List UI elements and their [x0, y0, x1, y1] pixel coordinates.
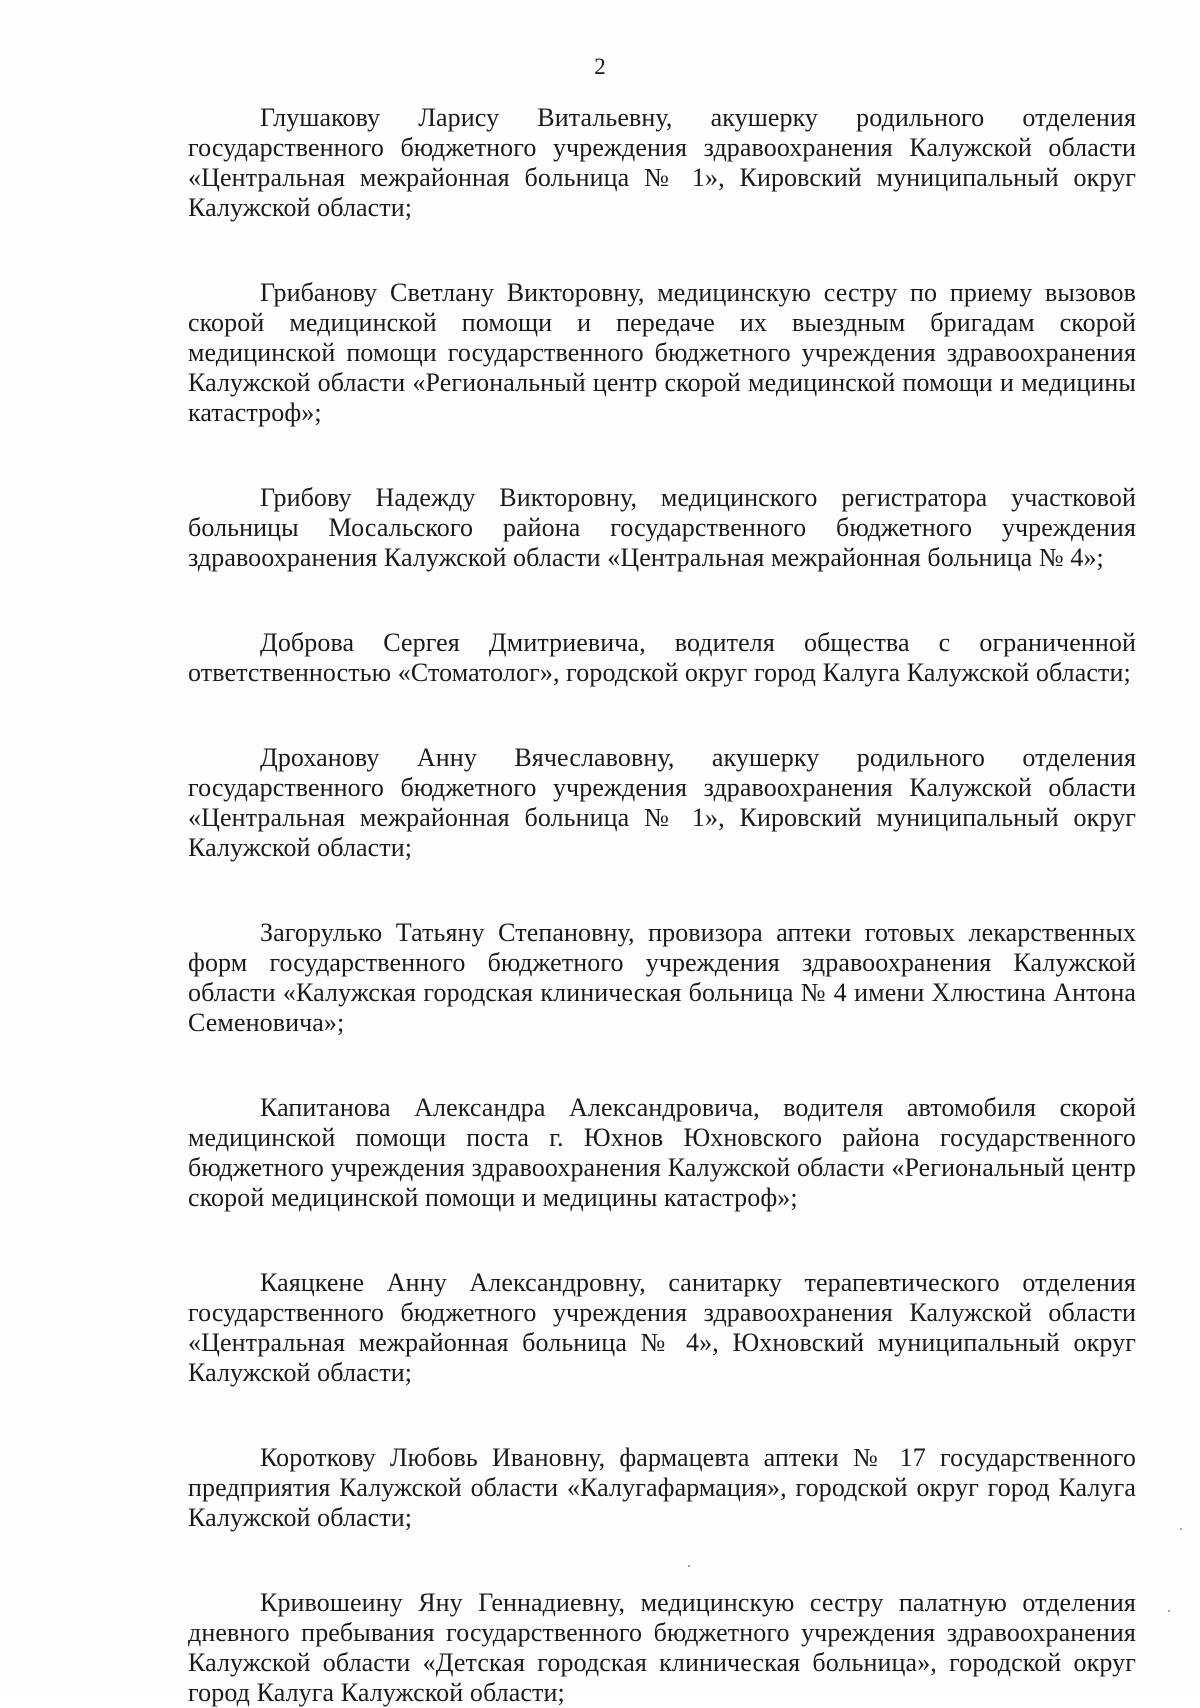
list-item: Дроханову Анну Вячеславовну, акушерку родильного отделения государственного бюджетного учреждения здравоохранения Калужской области «Центральная межрайонная больница № 1», Кировский муниципальный округ Калужской области;	[188, 743, 1136, 862]
page-number: 2	[594, 54, 606, 79]
award-list	[188, 103, 1136, 1708]
list-item: Короткову Любовь Ивановну, фармацевта аптеки № 17 государственного предприятия Калужской области «Калугафармация», городской округ город Калуга Калужской области;	[188, 1443, 1136, 1532]
list-item: Капитанова Александра Александровича, водителя автомобиля скорой медицинской помощи поста г. Юхнов Юхновского района государственного бюджетного учреждения здравоохранения Калужской области «Региональный центр скорой медицинской помощи и медицины катастроф»;	[188, 1093, 1136, 1212]
list-item: Доброва Сергея Дмитриевича, водителя общества с ограниченной ответственностью «Стоматолог», городской округ город Калуга Калужской области;	[188, 628, 1136, 687]
list-item: Загорулько Татьяну Степановну, провизора аптеки готовых лекарственных форм государственного бюджетного учреждения здравоохранения Калужской области «Калужская городская клиническая больница № 4 имени Хлюстина Антона Семеновича»;	[188, 918, 1136, 1037]
scan-speck	[1168, 1610, 1170, 1612]
list-item: Каяцкене Анну Александровну, санитарку терапевтического отделения государственного бюджетного учреждения здравоохранения Калужской области «Центральная межрайонная больница № 4», Юхновский муниципальный округ Калужской области;	[188, 1268, 1136, 1387]
scan-speck	[1180, 1528, 1182, 1530]
list-item: Грибову Надежду Викторовну, медицинского регистратора участковой больницы Мосальского района государственного бюджетного учреждения здравоохранения Калужской области «Центральная межрайонная больница № 4»;	[188, 483, 1136, 572]
list-item: Глушакову Ларису Витальевну, акушерку родильного отделения государственного бюджетного учреждения здравоохранения Калужской области «Центральная межрайонная больница № 1», Кировский муниципальный округ Калужской области;	[188, 103, 1136, 222]
scan-speck	[688, 1565, 690, 1567]
list-item: Кривошеину Яну Геннадиевну, медицинскую сестру палатную отделения дневного пребывания государственного бюджетного учреждения здравоохранения Калужской области «Детская городская клиническая больница», городской округ город Калуга Калужской области;	[188, 1588, 1136, 1707]
list-item: Грибанову Светлану Викторовну, медицинскую сестру по приему вызовов скорой медицинской помощи и передаче их выездным бригадам скорой медицинской помощи государственного бюджетного учреждения здравоохранения Калужской области «Региональный центр скорой медицинской помощи и медицины катастроф»;	[188, 278, 1136, 427]
